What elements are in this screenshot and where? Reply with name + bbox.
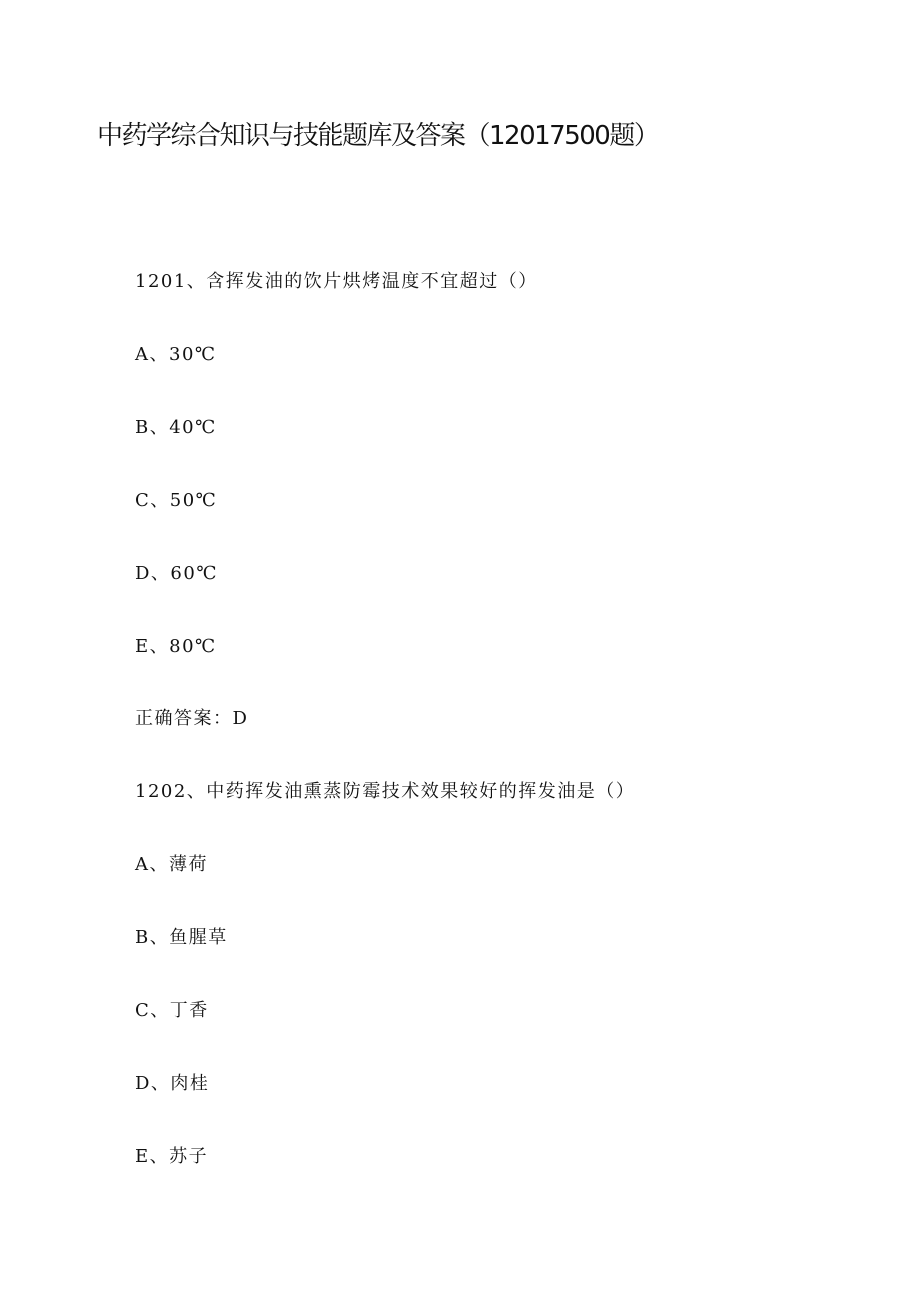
question-1201-option-e: E、80℃	[135, 636, 217, 657]
question-1201-option-d: D、60℃	[135, 563, 218, 584]
question-1202-option-b: B、鱼腥草	[135, 927, 228, 948]
document-title: 中药学综合知识与技能题库及答案（12017500题）	[97, 121, 659, 151]
question-1201-option-a: A、30℃	[135, 344, 217, 365]
question-1202-option-c: C、丁香	[135, 1000, 209, 1021]
question-1202-option-d: D、肉桂	[135, 1073, 210, 1094]
question-1201-stem: 1201、含挥发油的饮片烘烤温度不宜超过（）	[135, 271, 538, 292]
question-1202-stem: 1202、中药挥发油熏蒸防霉技术效果较好的挥发油是（）	[135, 781, 636, 802]
question-1202-option-a: A、薄荷	[135, 854, 208, 875]
question-1201-option-c: C、50℃	[135, 490, 218, 511]
question-1201-option-b: B、40℃	[135, 417, 217, 438]
question-1202-option-e: E、苏子	[135, 1146, 209, 1167]
question-1201-answer: 正确答案：D	[135, 708, 249, 729]
